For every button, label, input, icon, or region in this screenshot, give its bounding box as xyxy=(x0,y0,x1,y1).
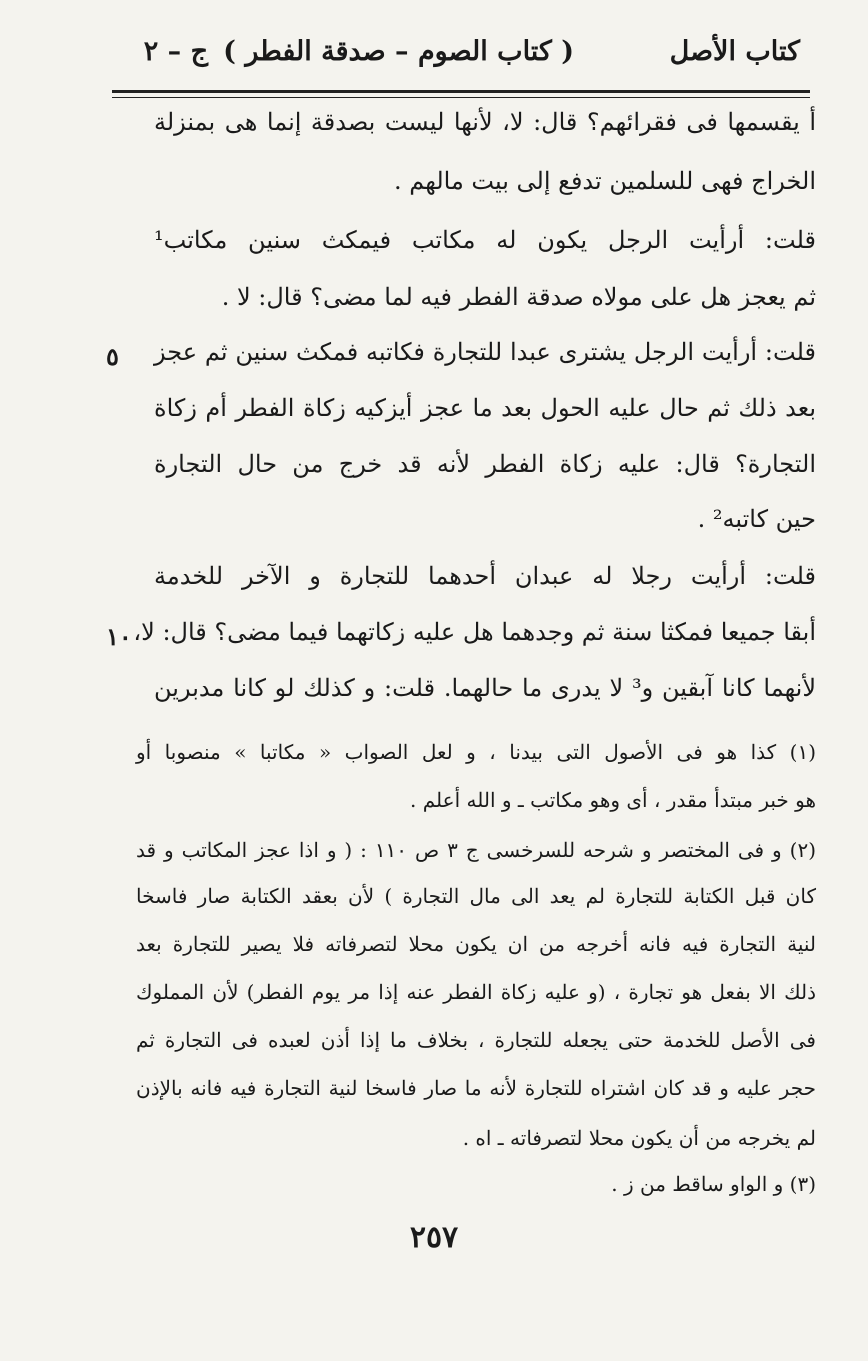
footnote-line: كان قبل الكتابة للتجارة لم يعد الى مال التجارة ) لأن بعقد الكتابة صار فاسخا xyxy=(136,884,816,908)
footnote-line: لنية التجارة فيه فانه أخرجه من ان يكون محلا لتصرفاته فلا يصير للتجارة بعد xyxy=(136,932,816,956)
header-section-title: ( كتاب الصوم – صدقة الفطر ) xyxy=(223,36,574,67)
body-line: الخراج فهى للسلمين تدفع إلى بيت مالهم . xyxy=(394,167,816,195)
line-number-5: ٥ xyxy=(106,342,119,371)
footnote-line: فى الأصل للخدمة حتى يجعله للتجارة ، بخلاف ما إذا أذن لعبده فى التجارة ثم xyxy=(136,1028,816,1052)
header-rule-thin xyxy=(112,97,810,98)
footnote-line: (٣) و الواو ساقط من ز . xyxy=(611,1172,816,1196)
body-line: التجارة؟ قال: عليه زكاة الفطر لأنه قد خرج من حال التجارة xyxy=(154,450,816,478)
body-line: بعد ذلك ثم حال عليه الحول بعد ما عجز أيزكيه زكاة الفطر أم زكاة xyxy=(154,394,817,422)
header-volume: ج – ٢ xyxy=(143,36,208,67)
line-number-10: ١٠ xyxy=(106,622,132,651)
header-rule-thick xyxy=(112,90,810,93)
header-book-title: كتاب الأصل xyxy=(669,36,800,67)
body-line: قلت: أرأيت الرجل يشترى عبدا للتجارة فكاتبه فمكث سنين ثم عجز xyxy=(154,338,816,366)
footnote-line: لم يخرجه من أن يكون محلا لتصرفاته ـ اه . xyxy=(462,1126,816,1150)
body-line: ثم يعجز هل على مولاه صدقة الفطر فيه لما مضى؟ قال: لا . xyxy=(221,283,816,311)
body-line: حين كاتبه² . xyxy=(697,505,816,533)
footnote-line: هو خبر مبتدأ مقدر ، أى وهو مكاتب ـ و الله أعلم . xyxy=(410,788,816,812)
footnote-line: (٢) و فى المختصر و شرحه للسرخسى ج ٣ ص ١١٠ : ( و اذا عجز المكاتب و قد xyxy=(136,838,816,862)
footnote-line: (١) كذا هو فى الأصول التى بيدنا ، و لعل الصواب « مكاتبا » منصوبا أو xyxy=(136,740,816,764)
page-number: ٢٥٧ xyxy=(409,1220,459,1255)
running-header xyxy=(100,36,800,76)
body-line: قلت: أرأيت الرجل يكون له مكاتب فيمكث سنين مكاتب¹ xyxy=(154,226,816,254)
footnote-line: ذلك الا بفعل هو تجارة ، (و عليه زكاة الفطر عنه إذا مر يوم الفطر) لأن المملوك xyxy=(136,980,816,1004)
body-line: قلت: أرأيت رجلا له عبدان أحدهما للتجارة و الآخر للخدمة xyxy=(154,562,816,590)
footnote-line: حجر عليه و قد كان اشتراه للتجارة لأنه ما صار فاسخا لنية التجارة فيه فانه بالإذن xyxy=(136,1076,816,1100)
body-line: لأنهما كانا آبقين و³ لا يدرى ما حالهما. قلت: و كذلك لو كانا مدبرين xyxy=(154,674,817,702)
body-line: أ يقسمها فى فقرائهم؟ قال: لا، لأنها ليست بصدقة إنما هى بمنزلة xyxy=(154,108,816,136)
body-line: أبقا جميعا فمكثا سنة ثم وجدهما هل عليه زكاتهما فيما مضى؟ قال: لا، xyxy=(133,618,816,646)
